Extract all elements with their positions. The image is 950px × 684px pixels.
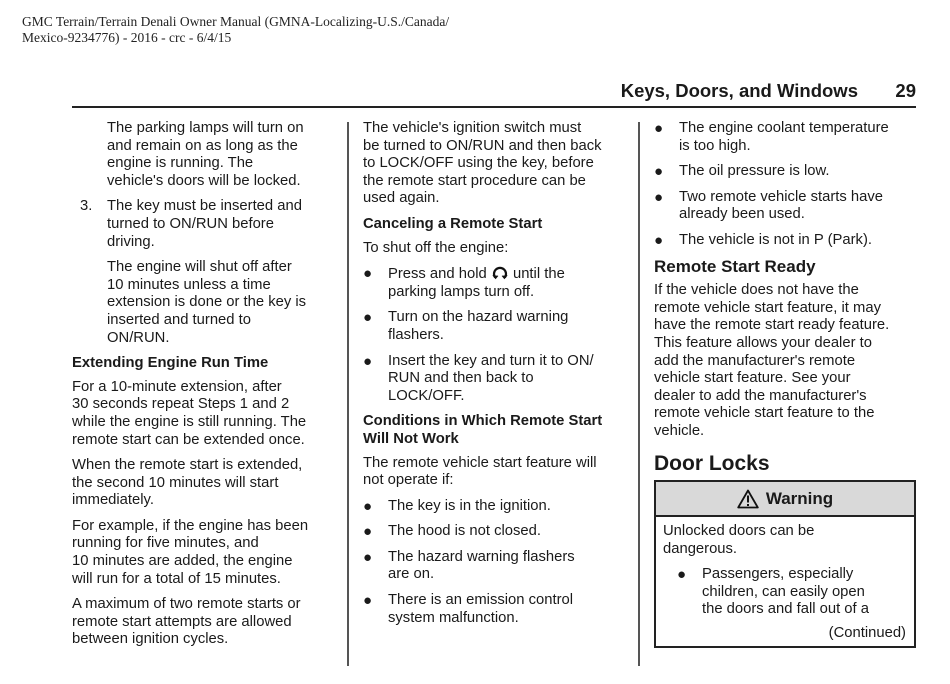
text-line: remote vehicle start feature, it may [654, 299, 881, 316]
text-line: the remote start procedure can be [363, 172, 586, 189]
bullet-list [654, 120, 916, 250]
text-line: Will Not Work [363, 430, 459, 447]
bullet-list [363, 498, 631, 628]
text-line: not operate if: [363, 472, 454, 489]
text-line: The vehicle's ignition switch must [363, 120, 582, 136]
text-line: is too high. [679, 137, 751, 154]
warning-body [656, 517, 914, 619]
text-line: If the vehicle does not have the [654, 282, 859, 299]
paragraph [72, 518, 340, 588]
text-line: dangerous. [663, 540, 738, 557]
text-line: The key must be inserted and [107, 198, 302, 215]
page-header [72, 78, 916, 108]
bullet-icon: ● [363, 523, 373, 541]
list-item [363, 592, 631, 627]
bullet-icon: ● [363, 497, 373, 515]
subheading-canceling-remote-start: Canceling a Remote Start [363, 215, 543, 232]
continued-label: (Continued) [828, 624, 906, 641]
text-line: flashers. [388, 326, 444, 343]
text-line: driving. [107, 233, 155, 250]
list-item [363, 353, 631, 406]
paragraph [72, 120, 340, 190]
list-item [363, 549, 631, 584]
text-line: used again. [363, 190, 440, 207]
text-line: to LOCK/OFF using the key, before [363, 155, 594, 172]
text-line: remote start can be extended once. [72, 431, 305, 448]
bullet-icon: ● [654, 120, 664, 137]
step-3 [72, 198, 340, 251]
text-line: The remote vehicle start feature will [363, 454, 597, 471]
section-title: Keys, Doors, and Windows [620, 80, 858, 101]
bullet-list [663, 566, 907, 619]
text-line: 30 seconds repeat Steps 1 and 2 [72, 396, 290, 413]
text-line: Unlocked doors can be [663, 523, 815, 540]
bullet-icon: ● [363, 265, 373, 283]
text-line: inserted and turned to [107, 311, 251, 328]
text-line: between ignition cycles. [72, 631, 229, 648]
text-line: already been used. [679, 206, 805, 223]
bullet-list [363, 265, 631, 405]
column-2 [363, 120, 631, 635]
text-line: The oil pressure is low. [679, 163, 830, 180]
text-line: For a 10-minute extension, after [72, 378, 282, 395]
text-line: the second 10 minutes will start [72, 474, 279, 491]
step-text [107, 198, 302, 251]
text-line: For example, if the engine has been [72, 517, 309, 534]
heading-door-locks: Door Locks [654, 451, 770, 475]
text-line: Passengers, especially [702, 566, 854, 583]
text-line: When the remote start is extended, [72, 457, 303, 474]
text-line: The engine coolant temperature [679, 120, 889, 136]
text-line: while the engine is still running. The [72, 413, 307, 430]
warning-title: Warning [765, 488, 834, 508]
text-line: Turn on the hazard warning [388, 309, 569, 326]
text-line: 10 minutes unless a time [107, 276, 271, 293]
bullet-icon: ● [677, 566, 687, 584]
column-1 [72, 120, 340, 657]
text-line: be turned to ON/RUN and then back [363, 137, 602, 154]
warning-triangle-icon [737, 489, 759, 509]
bullet-icon: ● [654, 163, 664, 181]
bullet-icon: ● [654, 188, 664, 206]
paragraph [72, 259, 340, 347]
list-item [654, 232, 916, 250]
text-line: vehicle's doors will be locked. [107, 172, 301, 189]
page-number: 29 [895, 80, 916, 101]
text-line: system malfunction. [388, 609, 519, 626]
text-line: There is an emission control [388, 592, 574, 609]
text-line: The vehicle is not in P (Park). [679, 231, 872, 248]
text-line: Insert the key and turn it to ON/ [388, 352, 594, 369]
paragraph: To shut off the engine: [363, 239, 509, 256]
column-divider [638, 122, 640, 666]
text-line: The key is in the ignition. [388, 497, 551, 514]
document-meta [22, 14, 542, 46]
text-line: until the [512, 266, 565, 283]
text-line: the doors and fall out of a [702, 601, 869, 618]
subheading-extending-run-time: Extending Engine Run Time [72, 355, 269, 372]
subheading-conditions [363, 413, 631, 448]
text-line: The engine will shut off after [107, 259, 292, 276]
bullet-icon: ● [654, 231, 664, 249]
bullet-icon: ● [363, 352, 373, 370]
text-line: RUN and then back to [388, 370, 534, 387]
text-line: have the remote start ready feature. [654, 317, 890, 334]
paragraph [72, 379, 340, 449]
text-line: vehicle start feature. See your [654, 370, 851, 387]
step-number: 3. [80, 198, 93, 215]
list-item [677, 566, 907, 619]
list-item [363, 265, 631, 301]
text-line: parking lamps turn off. [388, 283, 535, 300]
list-item [654, 189, 916, 224]
paragraph [363, 120, 631, 208]
text-line: will run for a total of 15 minutes. [72, 570, 281, 587]
text-line: are on. [388, 566, 435, 583]
text-line: running for five minutes, and [72, 535, 259, 552]
text-line: This feature allows your dealer to [654, 334, 872, 351]
bullet-icon: ● [363, 309, 373, 327]
text-line: turned to ON/RUN before [107, 215, 274, 232]
list-item [363, 498, 631, 516]
list-item [363, 523, 631, 541]
text-line: Press and hold [388, 266, 487, 283]
text-line: add the manufacturer's remote [654, 352, 856, 369]
text-line: remote vehicle start feature to the [654, 405, 875, 422]
list-item [363, 309, 631, 344]
warning-box [654, 480, 916, 648]
paragraph [72, 596, 340, 649]
text-line: Conditions in Which Remote Start [363, 413, 603, 430]
text-line: A maximum of two remote starts or [72, 596, 301, 613]
text-line: extension is done or the key is [107, 294, 307, 311]
paragraph [363, 455, 631, 490]
text-line: dealer to add the manufacturer's [654, 387, 867, 404]
heading-remote-start-ready: Remote Start Ready [654, 256, 816, 276]
list-item [654, 163, 916, 181]
column-3 [654, 120, 916, 648]
text-line: The hood is not closed. [388, 523, 541, 540]
text-line: engine is running. The [107, 155, 254, 172]
text-line: The parking lamps will turn on [107, 120, 304, 136]
text-line: Two remote vehicle starts have [679, 188, 883, 205]
text-line: children, can easily open [702, 583, 865, 600]
remote-start-icon [492, 265, 508, 281]
bullet-icon: ● [363, 592, 373, 610]
doc-meta-line-2: Mexico-9234776) - 2016 - crc - 6/4/15 [22, 30, 232, 45]
warning-header [656, 482, 914, 517]
paragraph [663, 523, 907, 558]
doc-meta-line-1: GMC Terrain/Terrain Denali Owner Manual (GMNA-Localizing-U.S./Canada/ [22, 14, 450, 29]
text-line: LOCK/OFF. [388, 387, 465, 404]
list-item [654, 120, 916, 155]
text-line: ON/RUN. [107, 329, 170, 346]
bullet-icon: ● [363, 548, 373, 566]
text-line: immediately. [72, 492, 154, 509]
text-line: vehicle. [654, 422, 705, 439]
text-line: remote start attempts are allowed [72, 613, 292, 630]
paragraph [72, 457, 340, 510]
paragraph [654, 282, 916, 440]
text-line: 10 minutes are added, the engine [72, 553, 293, 570]
text-line: The hazard warning flashers [388, 548, 575, 565]
text-line: and remain on as long as the [107, 137, 298, 154]
column-divider [347, 122, 349, 666]
